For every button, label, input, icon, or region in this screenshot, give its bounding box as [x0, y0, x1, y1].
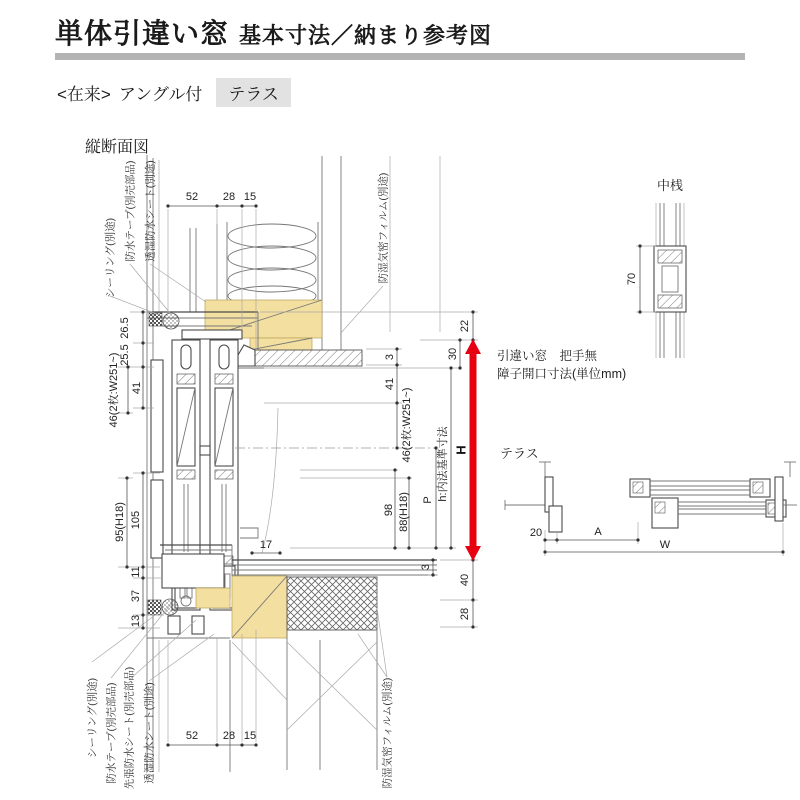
dim-left-13: 13 [129, 614, 142, 628]
label-sheet-bottom: 透湿防水シート(別途) [143, 682, 156, 784]
annotation-labels [86, 160, 394, 789]
terrace-lower-sash [652, 498, 786, 528]
dim-nakazan-70 [626, 244, 656, 313]
dim-right-88: 88(H18) [397, 492, 410, 532]
dim-bottom-15: 15 [243, 730, 257, 742]
dim-right-h: h:内法基準寸法 [436, 426, 449, 502]
dim-17 [240, 528, 282, 555]
insulation-coil [228, 224, 316, 306]
dim-top-52: 52 [185, 191, 199, 203]
label-sealing-top: シーリング(別途) [104, 217, 117, 299]
label-sealing-bottom: シーリング(別途) [86, 677, 99, 759]
label-sheet-top: 透湿防水シート(別途) [144, 160, 157, 262]
sash-swing-arc [259, 408, 278, 553]
terrace-upper-sash [630, 479, 770, 497]
bottom-wall [230, 576, 377, 772]
dim-left-105: 105 [129, 510, 142, 530]
outer-frame-cover [151, 360, 163, 558]
dim-left-25_5: 25.5 [118, 344, 131, 366]
dim-right-40: 40 [458, 573, 471, 587]
interior-floor-lines [232, 560, 437, 575]
dim-right-3-bottom: 3 [419, 563, 432, 571]
dim-terrace-W: W [659, 539, 671, 551]
dim-right-41: 41 [383, 377, 396, 391]
label-film-bottom: 防湿気密フィルム(別途) [381, 677, 394, 789]
dim-right-3-top: 3 [383, 353, 396, 361]
dim-right-46: 46(2枚:W251~) [400, 387, 413, 463]
page-title-main: 単体引違い窓 [55, 18, 230, 49]
note-line2: 障子開口寸法(単位mm) [497, 367, 627, 381]
dim-terrace-20: 20 [529, 527, 543, 539]
height-arrow-H [454, 339, 481, 561]
dim-bottom-horizontal [166, 730, 257, 747]
dim-top-28: 28 [222, 191, 236, 203]
label-sakibari-bottom: 先張防水シート(別売部品) [123, 666, 136, 790]
dim-left-26_5: 26.5 [118, 317, 131, 339]
dim-right-P: P [421, 496, 434, 504]
dim-top-horizontal [166, 191, 257, 208]
dim-left-37: 37 [129, 589, 142, 603]
page-title-sub: 基本寸法／納まり参考図 [239, 23, 493, 48]
dim-right-30: 30 [446, 347, 459, 361]
label-film-top: 防湿気密フィルム(別途) [377, 172, 390, 284]
dim-right-chains [383, 310, 475, 628]
dim-top-15: 15 [243, 191, 257, 203]
dim-left-41: 41 [130, 381, 143, 395]
note-line1: 引違い窓 把手無 [497, 349, 598, 363]
meeting-stile-detail [200, 446, 210, 455]
spec-notes [497, 348, 626, 381]
spec-angle-label: アングル付 [118, 85, 203, 104]
vertical-section-title: 縦断面図 [85, 139, 150, 156]
dim-terrace-A: A [594, 526, 602, 538]
dim-right-22: 22 [458, 319, 471, 333]
dim-17-label: 17 [259, 539, 273, 551]
label-tape-top: 防水テープ(別売部品) [124, 160, 137, 262]
vertical-section-drawing [86, 155, 481, 789]
dim-right-28: 28 [458, 607, 471, 621]
spec-terrace-badge: テラス [216, 78, 291, 107]
spec-kakko-label: <在来> [57, 85, 111, 104]
dim-70-label: 70 [625, 272, 638, 286]
dim-left-46: 46(2枚:W251~) [107, 352, 120, 428]
dim-right-98: 98 [382, 503, 395, 517]
terrace-horizontal-section [500, 446, 797, 556]
dim-left-95: 95(H18) [113, 502, 126, 542]
dim-left-11: 11 [129, 566, 142, 578]
dim-bottom-28: 28 [222, 730, 236, 742]
dim-bottom-52: 52 [185, 730, 199, 742]
terrace-title: テラス [500, 446, 539, 461]
nakazan-detail [626, 178, 686, 358]
label-tape-bottom: 防水テープ(別売部品) [105, 682, 118, 784]
dim-left-chains [106, 310, 145, 629]
nakazan-title: 中桟 [656, 178, 684, 193]
dim-right-H: H [453, 445, 469, 455]
